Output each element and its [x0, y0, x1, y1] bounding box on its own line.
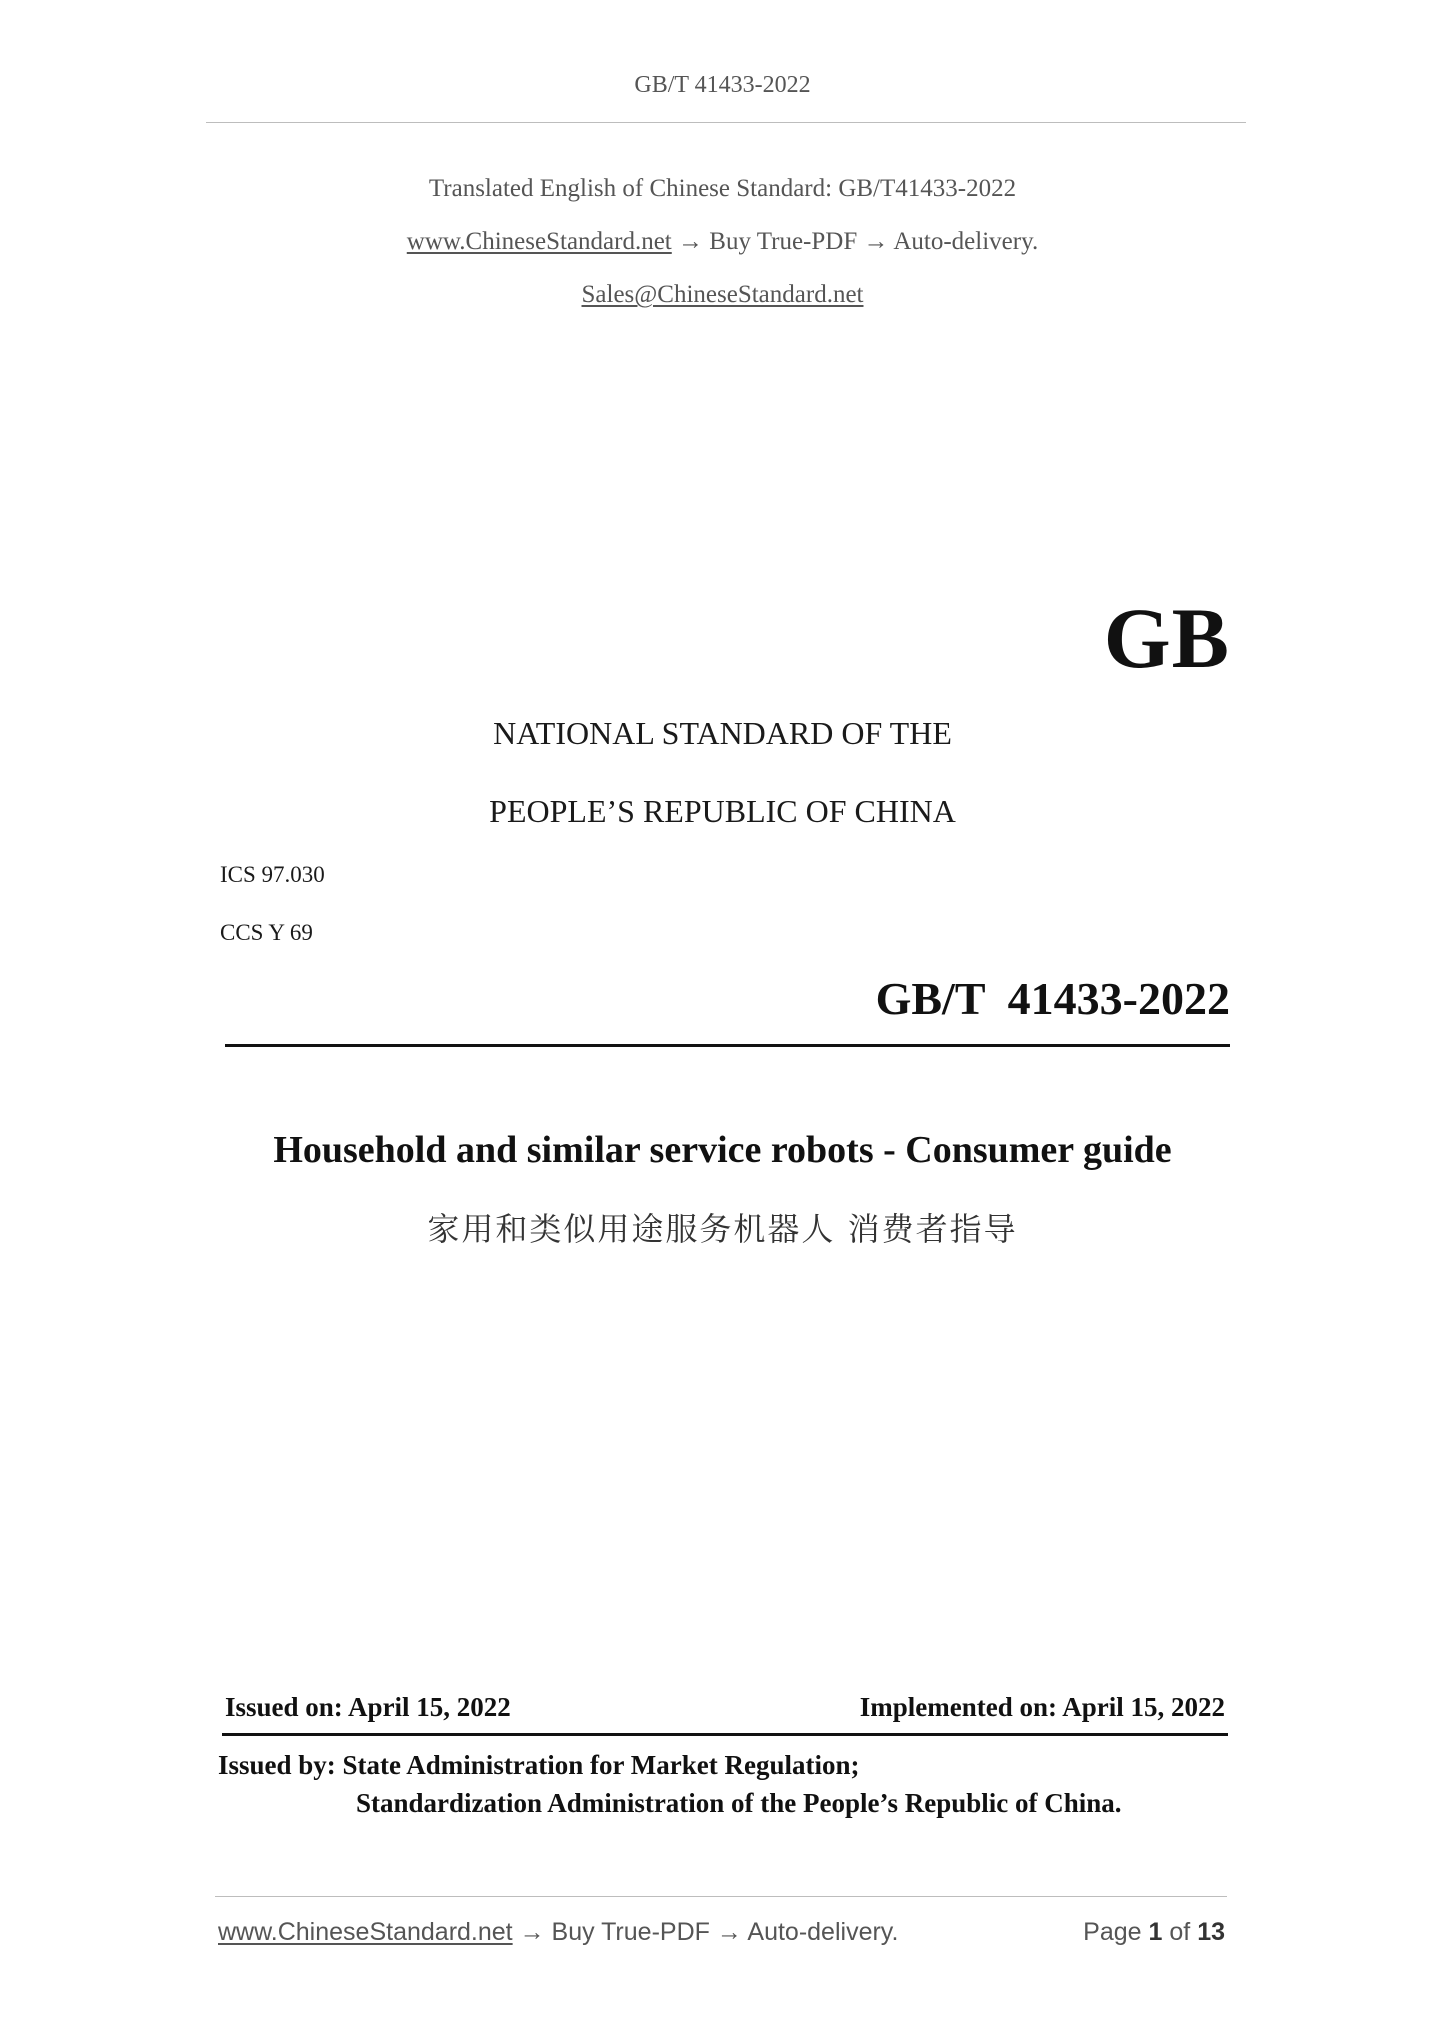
issued-by-line-1: Issued by: State Administration for Market Regulation; — [218, 1750, 860, 1780]
running-header: GB/T 41433-2022 — [634, 72, 811, 98]
title-english: Household and similar service robots - Consumer guide — [273, 1129, 1172, 1171]
standard-number: GB/T 41433-2022 — [875, 973, 1230, 1024]
page-label: Page — [1083, 1918, 1142, 1946]
page-current: 1 — [1148, 1918, 1163, 1946]
national-standard-line-2: PEOPLE’S REPUBLIC OF CHINA — [489, 793, 956, 829]
purchase-line — [0, 228, 1445, 256]
issued-on-date: Issued on: April 15, 2022 — [225, 1692, 511, 1722]
page-total: 13 — [1197, 1918, 1225, 1946]
footer-purchase-line — [218, 1918, 898, 1947]
issued-by-line-2: Standardization Administration of the People’s Republic of China. — [356, 1788, 1122, 1818]
sales-email-link[interactable]: Sales@ChineseStandard.net — [581, 281, 864, 308]
page-of: of — [1169, 1918, 1191, 1946]
issue-divider — [222, 1733, 1228, 1736]
gb-mark: GB — [1103, 590, 1230, 686]
page-indicator — [1083, 1918, 1225, 1947]
footer-purchase-text: → Buy True-PDF → Auto-delivery. — [512, 1918, 899, 1946]
sales-line — [0, 281, 1445, 309]
ccs-code: CCS Y 69 — [220, 920, 313, 945]
national-standard-line-1: NATIONAL STANDARD OF THE — [493, 715, 952, 751]
footer-divider — [215, 1896, 1227, 1897]
site-link[interactable]: www.ChineseStandard.net — [406, 228, 672, 255]
title-divider — [225, 1044, 1230, 1047]
ics-code: ICS 97.030 — [220, 862, 325, 887]
translation-notice: Translated English of Chinese Standard: GB/T41433-2022 — [428, 175, 1017, 202]
title-chinese: 家用和类似用途服务机器人 消费者指导 — [427, 1210, 1018, 1248]
implemented-on-date: Implemented on: April 15, 2022 — [859, 1692, 1225, 1722]
purchase-text: → Buy True-PDF → Auto-delivery. — [671, 228, 1039, 255]
header-divider — [206, 122, 1246, 123]
footer-site-link[interactable]: www.ChineseStandard.net — [218, 1918, 513, 1946]
